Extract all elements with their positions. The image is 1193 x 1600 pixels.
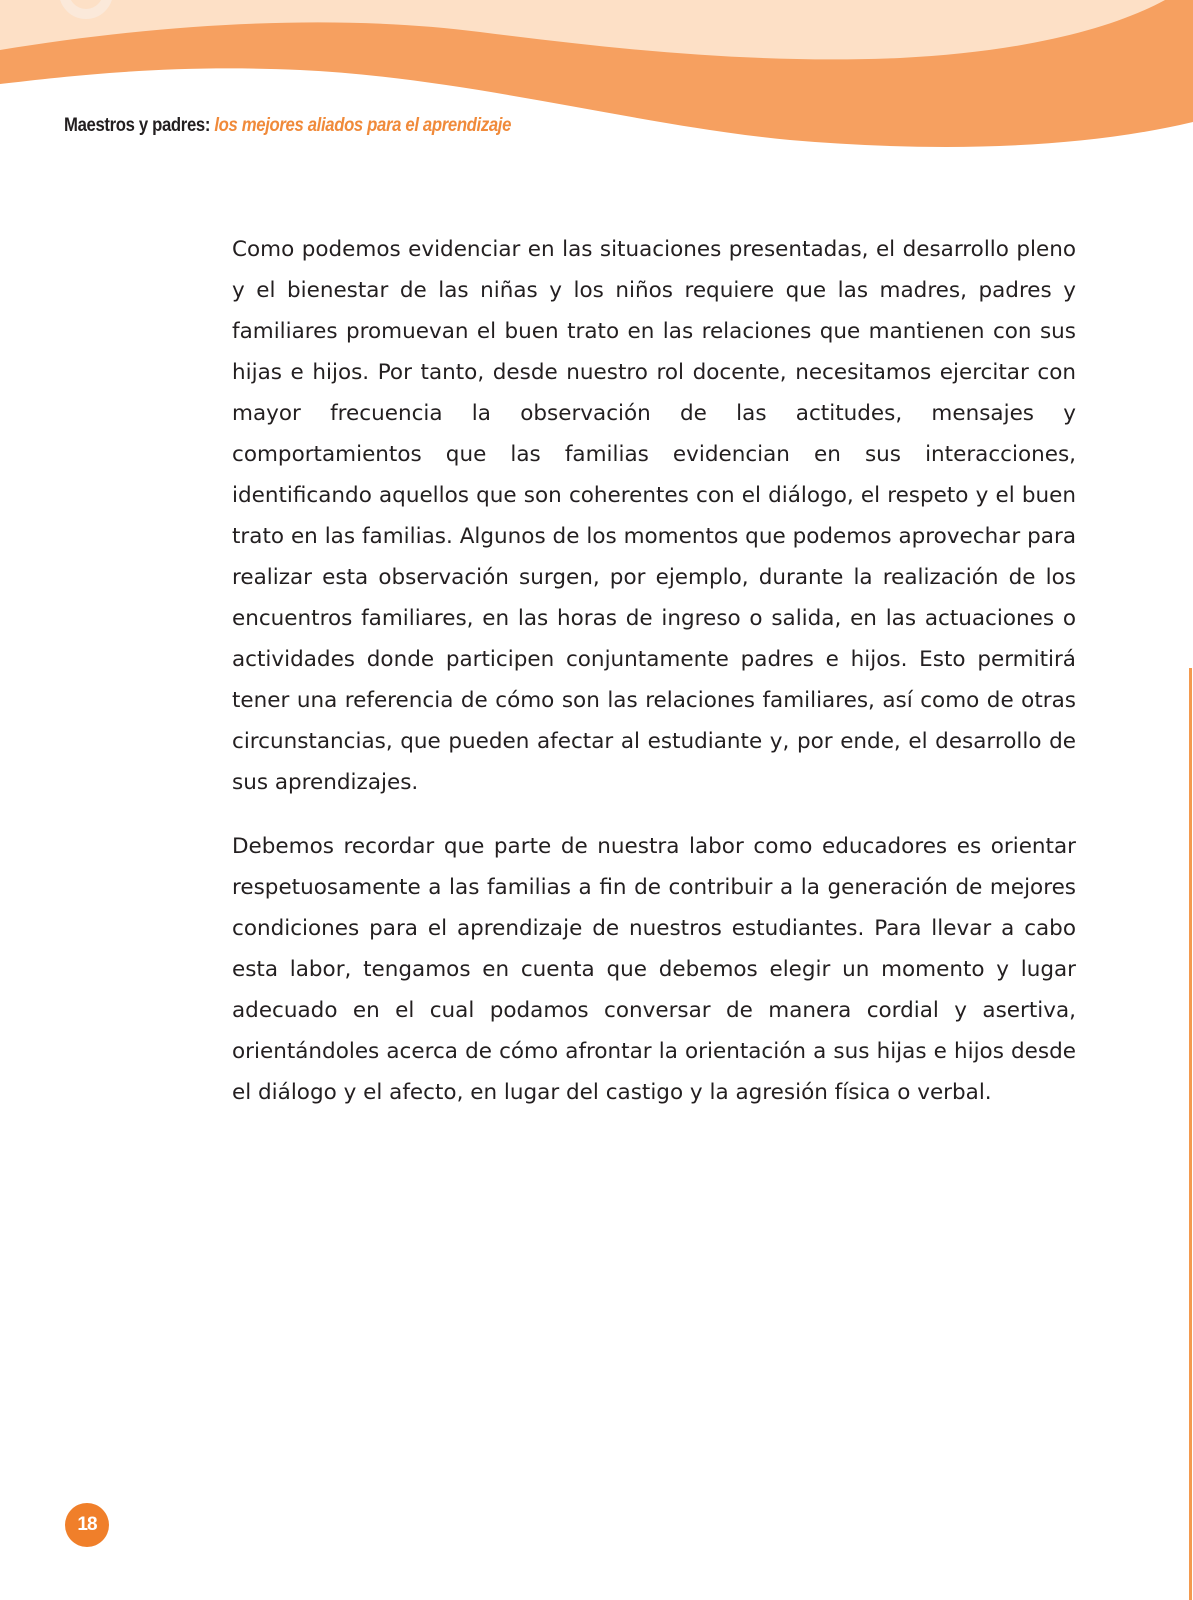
paragraph-1: Como podemos evidenciar en las situaciones presentadas, el desarrollo pleno y el bienestar de las niñas y los niños requiere que las madres, padres y familiares promuevan el buen trato en las relaciones que mantienen con sus hijas e hijos. Por tanto, desde nuestro rol docente, necesitamos ejercitar con mayor frecuencia la observación de las actitudes, mensajes y comportamientos que las familias evidencian en sus interacciones, identificando aquellos que son coherentes con el diálogo, el respeto y el buen trato en las familias. Algunos de los momentos que podemos aprovechar para realizar esta observación surgen, por ejemplo, durante la realización de los encuentros familiares, en las horas de ingreso o salida, en las actuaciones o actividades donde participen conjuntamente padres e hijos. Esto permitirá tener una referencia de cómo son las relaciones familiares, así como de otras circunstancias, que pueden afectar al estudiante y, por ende, el desarrollo de sus aprendizajes. — [232, 237, 1076, 795]
right-margin-rule — [1189, 668, 1192, 1600]
running-title — [64, 115, 511, 137]
paragraph-2: Debemos recordar que parte de nuestra labor como educadores es orientar respetuosamente a las familias a fin de contribuir a la generación de mejores condiciones para el aprendizaje de nuestros estudiantes. Para llevar a cabo esta labor, tengamos en cuenta que debemos elegir un momento y lugar adecuado en el cual podamos conversar de manera cordial y asertiva, orientándoles acerca de cómo afrontar la orientación a sus hijas e hijos desde el diálogo y el afecto, en lugar del castigo y la agresión física o verbal. — [232, 834, 1076, 1105]
header-wave-decoration — [0, 0, 1193, 170]
running-title-accent: los mejores aliados para el aprendizaje — [214, 115, 512, 136]
page-number-badge: 18 — [65, 1503, 109, 1547]
running-title-lead: Maestros y padres: — [64, 115, 211, 136]
body-text — [232, 229, 1076, 1136]
